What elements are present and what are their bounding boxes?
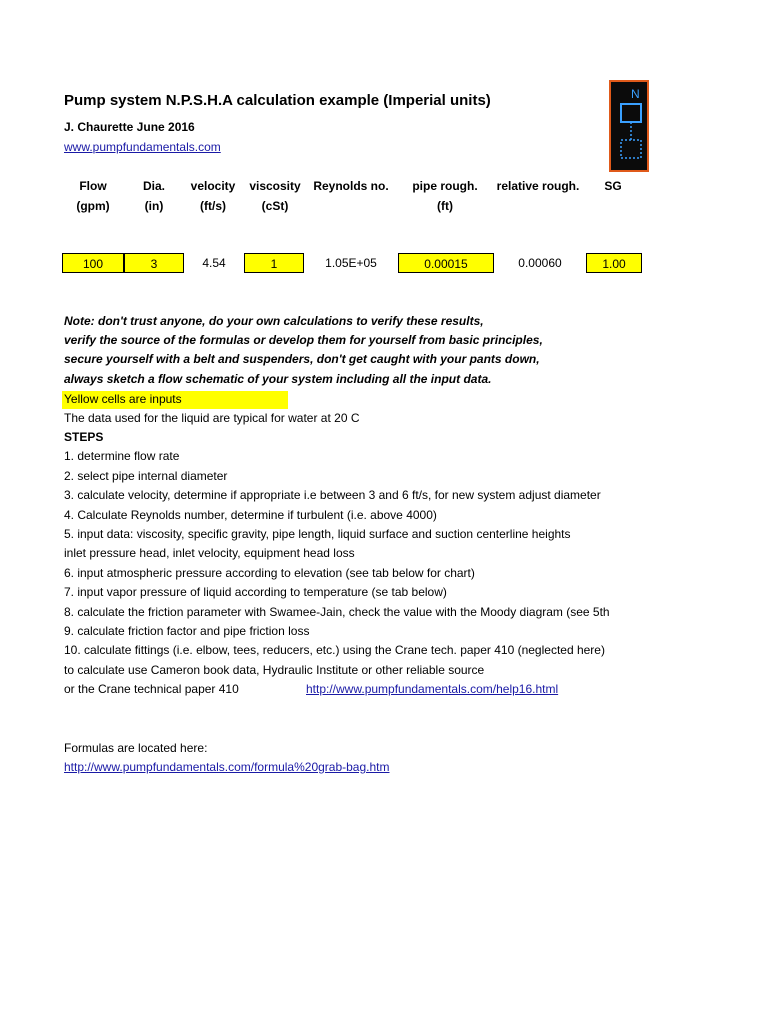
logo-image <box>609 80 649 172</box>
reynolds-value: 1.05E+05 <box>325 256 377 270</box>
step-line: to calculate use Cameron book data, Hydraulic Institute or other reliable source <box>64 663 485 677</box>
logo-graphic-icon <box>611 82 647 170</box>
sg-input[interactable]: 1.00 <box>586 253 642 273</box>
steps-heading: STEPS <box>64 430 104 444</box>
step-line: 1. determine flow rate <box>64 449 180 463</box>
relative-roughness-value: 0.00060 <box>518 256 562 270</box>
header-diameter: Dia. (in) <box>142 179 165 213</box>
note-line-2: verify the source of the formulas or develop them for yourself from basic principles, <box>64 333 543 347</box>
step-line: 8. calculate the friction parameter with Swamee-Jain, check the value with the Moody diagram (see 5th <box>64 605 610 619</box>
pipe-roughness-input[interactable]: 0.00015 <box>398 253 494 273</box>
note-line-4: always sketch a flow schematic of your system including all the input data. <box>64 372 492 386</box>
author-line: J. Chaurette June 2016 <box>64 120 195 134</box>
step-line: 2. select pipe internal diameter <box>64 469 228 483</box>
diameter-input[interactable]: 3 <box>124 253 184 273</box>
step-line: 7. input vapor pressure of liquid according to temperature (se tab below) <box>64 585 447 599</box>
velocity-value: 4.54 <box>202 256 226 270</box>
header-pipe-roughness: pipe rough. (ft) <box>412 179 478 213</box>
header-flow: Flow (gpm) <box>76 179 110 213</box>
header-reynolds: Reynolds no. <box>313 179 389 193</box>
step-line: 9. calculate friction factor and pipe friction loss <box>64 624 310 638</box>
header-relative-roughness: relative rough. <box>496 179 580 193</box>
viscosity-input[interactable]: 1 <box>244 253 304 273</box>
liquid-note: The data used for the liquid are typical for water at 20 C <box>64 411 360 425</box>
crane-line: or the Crane technical paper 410 <box>64 682 239 696</box>
formulas-link[interactable]: http://www.pumpfundamentals.com/formula%20grab-bag.htm <box>64 760 390 774</box>
website-link[interactable]: www.pumpfundamentals.com <box>64 140 221 154</box>
step-line: inlet pressure head, inlet velocity, equipment head loss <box>64 546 355 560</box>
step-line: 4. Calculate Reynolds number, determine if turbulent (i.e. above 4000) <box>64 508 437 522</box>
step-line: 5. input data: viscosity, specific gravity, pipe length, liquid surface and suction centerline heights <box>64 527 571 541</box>
note-line-1: Note: don't trust anyone, do your own calculations to verify these results, <box>64 314 484 328</box>
header-viscosity: viscosity (cSt) <box>249 179 301 213</box>
step-line: 3. calculate velocity, determine if appropriate i.e between 3 and 6 ft/s, for new system adjust diameter <box>64 488 601 502</box>
help-link[interactable]: http://www.pumpfundamentals.com/help16.html <box>306 682 559 696</box>
step-line: 10. calculate fittings (i.e. elbow, tees, reducers, etc.) using the Crane tech. paper 410 (neglected here) <box>64 643 605 657</box>
page-title: Pump system N.P.S.H.A calculation example (Imperial units) <box>64 92 491 109</box>
formulas-label: Formulas are located here: <box>64 741 208 755</box>
flow-input[interactable]: 100 <box>62 253 124 273</box>
step-line: 6. input atmospheric pressure according to elevation (see tab below for chart) <box>64 566 475 580</box>
header-velocity: velocity (ft/s) <box>190 179 236 213</box>
logo-letter: N <box>631 87 640 101</box>
header-sg: SG <box>604 179 622 193</box>
yellow-cells-note: Yellow cells are inputs <box>64 392 182 406</box>
note-line-3: secure yourself with a belt and suspenders, don't get caught with your pants down, <box>64 352 540 366</box>
